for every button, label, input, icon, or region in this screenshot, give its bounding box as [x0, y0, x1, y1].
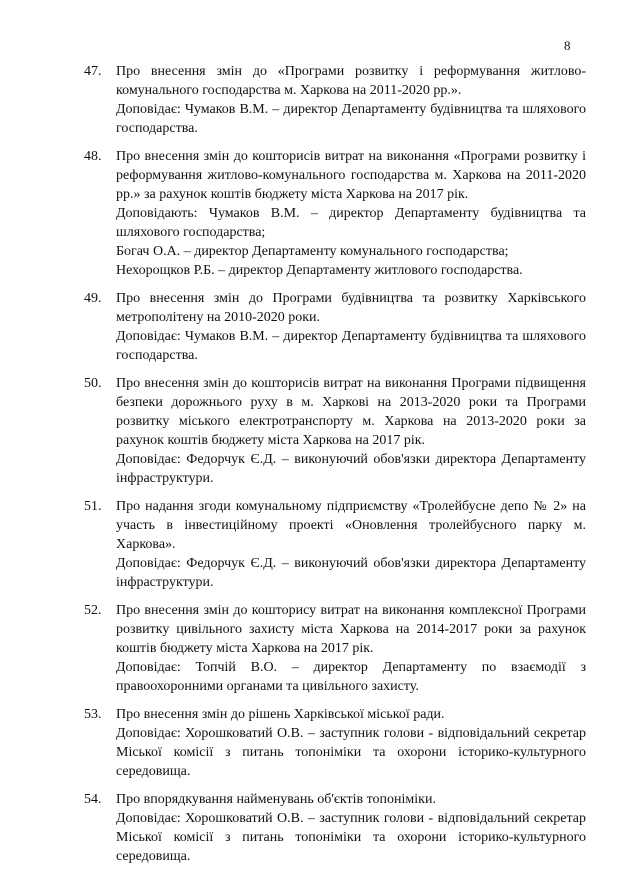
item-speaker: Доповідає: Федорчук Є.Д. – виконуючий обов'язки директора Департаменту інфраструктури.	[116, 452, 586, 486]
item-title: Про внесення змін до кошторисів витрат на виконання Програми підвищення безпеки дорожнього руху в м. Харкові на 2013-2020 роки та Програми розвитку міського електротранспорту м. Харкова на 2013-2020 роки за рахунок коштів бюджету міста Харкова на 2017 рік.	[116, 376, 586, 448]
item-speaker: Доповідає: Чумаков В.М. – директор Департаменту будівництва та шляхового господарства.	[116, 329, 586, 363]
agenda-item	[0, 790, 625, 866]
item-title: Про внесення змін до кошторисів витрат на виконання «Програми розвитку і реформування житлово-комунального господарства м. Харкова на 2011-2020 рр.» за рахунок коштів бюджету міста Харкова на 2017 рік.	[116, 149, 586, 202]
item-body	[116, 601, 586, 696]
item-speaker: Доповідає: Чумаков В.М. – директор Департаменту будівництва та шляхового господарства.	[116, 102, 586, 136]
item-title: Про внесення змін до кошторису витрат на виконання комплексної Програми розвитку цивільного захисту міста Харкова на 2014-2017 роки за рахунок коштів бюджету міста Харкова на 2017 рік.	[116, 603, 586, 656]
item-speaker: Доповідає: Хорошковатий О.В. – заступник голови - відповідальний секретар Міської комісії з питань топоніміки та охорони історико-культурного середовища.	[116, 726, 586, 779]
item-speaker: Доповідає: Топчій В.О. – директор Департаменту по взаємодії з правоохоронними органами та цивільного захисту.	[116, 660, 586, 694]
item-number: 51.	[84, 499, 102, 514]
item-body	[116, 705, 586, 781]
agenda-item	[0, 147, 625, 280]
item-title: Про внесення змін до рішень Харківської міської ради.	[116, 707, 445, 722]
item-number: 50.	[84, 376, 102, 391]
item-number: 47.	[84, 64, 102, 79]
agenda-item	[0, 62, 625, 138]
item-body	[116, 62, 586, 138]
agenda-item	[0, 705, 625, 781]
agenda-item	[0, 289, 625, 365]
item-body	[116, 497, 586, 592]
item-title: Про впорядкування найменувань об'єктів топоніміки.	[116, 792, 436, 807]
item-title: Про внесення змін до Програми будівництва та розвитку Харківського метрополітену на 2010-2020 роки.	[116, 291, 586, 325]
item-body	[116, 790, 586, 866]
agenda-item	[0, 601, 625, 696]
item-title: Про внесення змін до «Програми розвитку і реформування житлово-комунального господарства м. Харкова на 2011-2020 рр.».	[116, 64, 586, 98]
item-speaker: Богач О.А. – директор Департаменту комунального господарства;	[116, 244, 509, 259]
agenda-list	[0, 62, 625, 875]
item-number: 54.	[84, 792, 102, 807]
agenda-item	[0, 497, 625, 592]
item-speaker: Нехорощков Р.Б. – директор Департаменту житлового господарства.	[116, 263, 523, 278]
item-number: 48.	[84, 149, 102, 164]
item-number: 49.	[84, 291, 102, 306]
agenda-item	[0, 374, 625, 488]
page-number: 8	[564, 38, 571, 53]
item-body	[116, 289, 586, 365]
item-number: 52.	[84, 603, 102, 618]
item-body	[116, 374, 586, 488]
item-body	[116, 147, 586, 280]
item-title: Про надання згоди комунальному підприємству «Тролейбусне депо № 2» на участь в інвестиційному проекті «Оновлення тролейбусного парку м. Харкова».	[116, 499, 586, 552]
item-speaker: Доповідають: Чумаков В.М. – директор Департаменту будівництва та шляхового господарства;	[116, 206, 586, 240]
item-number: 53.	[84, 707, 102, 722]
item-speaker: Доповідає: Федорчук Є.Д. – виконуючий обов'язки директора Департаменту інфраструктури.	[116, 556, 586, 590]
item-speaker: Доповідає: Хорошковатий О.В. – заступник голови - відповідальний секретар Міської комісії з питань топоніміки та охорони історико-культурного середовища.	[116, 811, 586, 864]
